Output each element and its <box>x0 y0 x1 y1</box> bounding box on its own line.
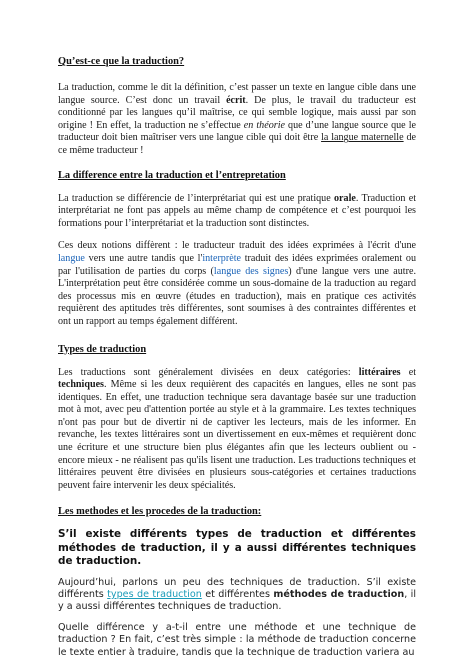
link-langue[interactable]: langue <box>58 252 85 264</box>
paragraph-types <box>58 367 416 493</box>
text-run: La traduction, comme le dit la définition, c’est passer un texte en langue cible dans une langue source. C’est donc un travail <box>58 82 416 106</box>
link-interprete[interactable]: interprète <box>202 252 241 264</box>
bold-litteraires: littéraires <box>358 366 401 378</box>
text-run: La traduction se différencie de l’interprétariat qui est une pratique <box>58 192 334 204</box>
heading-difference: La difference entre la traduction et l’entrepretation <box>58 169 286 181</box>
paragraph-notions <box>58 240 416 328</box>
text-run: . De plus, le travail du traducteur est conditionné par les langues qu’il maîtrise, ce qui semble logique, mais aussi par son origine ! En effet, la traduction ne s’effectue <box>58 94 416 131</box>
text-run: et différentes <box>201 589 274 601</box>
text-run: traduit des idées exprimées oralement ou par l'utilisation de parties du corps ( <box>58 252 416 277</box>
italic-en-theorie: en théorie <box>243 119 285 131</box>
heading-methods: Les methodes et les procedes de la traduction: <box>58 506 262 518</box>
text-run: de ce même traducteur ! <box>58 132 416 156</box>
bold-ecrit: écrit <box>226 94 246 106</box>
lead-paragraph: S’il existe différents types de traduction et différentes méthodes de traduction, il y a aussi différentes techniques de traduction. <box>58 528 416 568</box>
text-run: , il y a aussi différentes techniques de traduction. <box>58 589 416 613</box>
underlined-langue-maternelle: la langue maternelle <box>321 132 404 144</box>
bold-techniques: techniques <box>58 379 104 391</box>
heading-what-is-translation: Qu’est-ce que la traduction? <box>58 56 185 67</box>
heading-types: Types de traduction <box>58 343 147 355</box>
link-types-de-traduction[interactable]: types de traduction <box>107 589 202 601</box>
link-langue-des-signes[interactable]: langue des signes <box>213 265 289 277</box>
paragraph-difference: Quelle différence y a-t-il entre une méthode et une technique de traduction ? En fait, c’est très simple : la méthode de traduction concerne le texte entier à traduire, tandis que la technique de traduction variera au <box>58 621 416 658</box>
paragraph-techniques <box>58 577 416 614</box>
text-run: . Même si les deux requièrent des capacités en langues, elles ne sont pas identiques. En effet, une traduction technique sera davantage basée sur une traduction mot à mot, avec peu d'attention portée au style et à la grammaire. Les textes techniques n'ont pas pour but de divertir ni de captiver les lecteurs, mais de les informer. En revanche, les textes littéraires sont un divertissement en eux-mêmes et requièrent donc une écriture et une structure bien plus élégantes afin que les lecteurs oublient ou - encore mieux - ne réalisent pas qu'ils lisent une traduction. Les traductions techniques et littéraires peuvent être divisées en plusieurs sous-catégories et certaines traductions peuvent faire intervenir les deux spécialités. <box>58 379 416 491</box>
text-column <box>58 55 416 659</box>
paragraph-definition <box>58 82 416 158</box>
text-run: ) d'une langue vers une autre. L'interprétation peut être considérée comme un sous-domaine de la traduction au regard des processus mis en œuvre (études en traduction), mais en pratique ces activités requièrent des aptitudes très différentes, sont soumises à des contraintes différentes et ont un rapport au temps également différent. <box>58 265 416 327</box>
text-run: et <box>400 366 417 378</box>
text-run: . Traduction et interprétariat ne font pas appels au même champ de compétence et c’est pourquoi les formations pour l’interprétariat et la traduction sont distinctes. <box>58 192 416 229</box>
bold-orale: orale <box>334 192 356 204</box>
paragraph-oral <box>58 193 416 231</box>
bold-methodes: méthodes de traduction <box>273 589 405 601</box>
text-run: Aujourd’hui, parlons un peu des techniques de traduction. S’il existe différents <box>58 576 416 601</box>
text-run: vers une autre tandis que l' <box>84 252 203 264</box>
text-run: que d’une langue source que le traducteur doit bien maîtriser vers une langue cible qui doit être <box>58 119 416 144</box>
text-run: Les traductions sont généralement divisées en deux catégories: <box>58 366 359 378</box>
text-run: Ces deux notions diffèrent : le traducteur traduit des idées exprimées à l'écrit d'une <box>58 240 416 252</box>
